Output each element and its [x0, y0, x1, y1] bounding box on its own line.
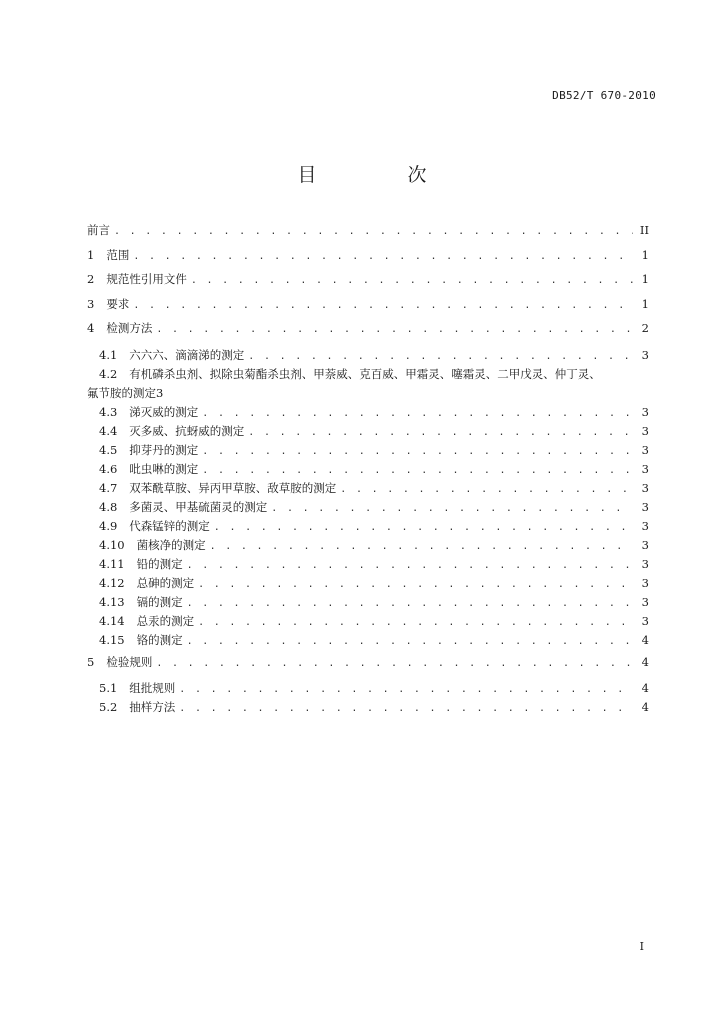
toc-entry-number: 4.12 [99, 575, 125, 590]
toc-entry-page: 3 [641, 347, 649, 362]
toc-entry-page: 1 [641, 296, 649, 311]
toc-entry-4[interactable] [87, 316, 649, 341]
toc-entry-title: 组批规则 [129, 681, 176, 695]
dot-leader [179, 680, 633, 699]
toc-entry-title: 总砷的测定 [136, 575, 195, 590]
dot-leader [156, 652, 633, 677]
toc-entry-title: 六六六、滴滴涕的测定 [129, 347, 245, 362]
toc-entry-page: 3 [641, 613, 649, 628]
toc-entry-foreword[interactable] [87, 218, 649, 243]
toc-entry-page: 3 [641, 556, 649, 571]
toc-entry-page: 2 [641, 321, 649, 335]
toc-entry-1[interactable] [87, 243, 649, 268]
dot-leader [198, 613, 633, 632]
standard-code: DB52/T 670-2010 [552, 89, 656, 102]
toc-entry-page: II [639, 223, 649, 237]
toc-entry-number: 4.1 [99, 347, 118, 362]
toc-entry-number: 4.3 [99, 404, 118, 419]
toc-entry-title: 抽样方法 [129, 700, 176, 714]
toc-entry-title: 要求 [106, 296, 130, 311]
dot-leader [133, 245, 633, 270]
dot-leader [191, 269, 633, 294]
dot-leader [202, 442, 633, 461]
toc-entry-number: 5.1 [99, 681, 118, 695]
toc-entry-page: 1 [641, 272, 649, 286]
dot-leader [248, 423, 633, 442]
toc-entry-number: 4.10 [99, 537, 125, 552]
dot-leader [340, 480, 633, 499]
toc-entry-page: 4 [641, 700, 649, 714]
toc-entry-number: 4.14 [99, 613, 125, 628]
toc-entry-4-6[interactable] [87, 460, 649, 479]
toc-entry-4-7[interactable] [87, 479, 649, 498]
toc-entry-title: 菌核净的测定 [136, 537, 206, 552]
toc-entry-title: 双苯酰草胺、异丙甲草胺、敌草胺的测定 [129, 480, 337, 495]
dot-leader [187, 632, 633, 651]
toc-entry-number: 4.7 [99, 480, 118, 495]
toc-entry-title: 铬的测定 [136, 632, 183, 647]
toc-entry-5[interactable] [87, 650, 649, 675]
toc-entry-title: 有机磷杀虫剂、拟除虫菊酯杀虫剂、甲萘威、克百威、甲霜灵、噻霜灵、二甲戊灵、仲丁灵、 [129, 366, 601, 381]
page-number: I [639, 940, 644, 953]
toc-entry-4-13[interactable] [87, 593, 649, 612]
toc-entry-number: 4.4 [99, 423, 118, 438]
toc-entry-title: 代森锰锌的测定 [129, 518, 210, 533]
table-of-contents [87, 218, 649, 717]
toc-entry-number: 4.15 [99, 632, 125, 647]
toc-entry-page: 3 [641, 480, 649, 495]
toc-entry-5-1[interactable] [87, 679, 649, 698]
toc-entry-4-15[interactable] [87, 631, 649, 650]
toc-entry-page: 3 [641, 442, 649, 457]
toc-entry-number: 5 [87, 654, 95, 669]
toc-entry-number: 1 [87, 247, 95, 262]
toc-entry-4-12[interactable] [87, 574, 649, 593]
toc-entry-4-5[interactable] [87, 441, 649, 460]
dot-leader [214, 518, 633, 537]
toc-entry-number: 4.2 [99, 366, 118, 381]
toc-entry-number: 4.8 [99, 499, 118, 514]
toc-entry-title: 前言 [87, 223, 110, 237]
toc-entry-page: 3 [156, 385, 164, 400]
toc-entry-title: 涕灭威的测定 [129, 404, 199, 419]
toc-entry-title: 多菌灵、甲基硫菌灵的测定 [129, 499, 268, 514]
dot-leader [156, 318, 633, 343]
toc-entry-page: 4 [641, 632, 649, 647]
toc-entry-page: 3 [641, 423, 649, 438]
toc-entry-title: 范围 [106, 247, 130, 262]
toc-entry-number: 4.13 [99, 594, 125, 609]
toc-entry-4-10[interactable] [87, 536, 649, 555]
toc-entry-page: 3 [641, 537, 649, 552]
toc-entry-title: 氟节胺的测定 [87, 385, 156, 400]
toc-entry-number: 2 [87, 272, 95, 286]
toc-entry-4-2[interactable] [87, 365, 649, 384]
toc-entry-page: 3 [641, 594, 649, 609]
toc-entry-4-14[interactable] [87, 612, 649, 631]
dot-leader [133, 294, 633, 319]
dot-leader [187, 556, 633, 575]
toc-entry-title: 抑芽丹的测定 [129, 442, 199, 457]
toc-entry-title: 总汞的测定 [136, 613, 195, 628]
dot-leader [271, 499, 633, 518]
dot-leader [202, 461, 633, 480]
toc-entry-number: 4.6 [99, 461, 118, 476]
dot-leader [248, 347, 633, 366]
toc-entry-4-2-continuation[interactable] [87, 384, 649, 403]
dot-leader [210, 537, 633, 556]
toc-entry-number: 4.11 [99, 556, 125, 571]
toc-entry-4-1[interactable] [87, 346, 649, 365]
toc-entry-4-3[interactable] [87, 403, 649, 422]
dot-leader [179, 699, 633, 718]
toc-entry-4-11[interactable] [87, 555, 649, 574]
toc-entry-title: 检验规则 [106, 654, 153, 669]
toc-entry-title: 灭多威、抗蚜威的测定 [129, 423, 245, 438]
toc-entry-4-9[interactable] [87, 517, 649, 536]
toc-entry-title: 镉的测定 [136, 594, 183, 609]
dot-leader [198, 575, 633, 594]
toc-entry-title: 吡虫啉的测定 [129, 461, 199, 476]
toc-entry-page: 3 [641, 404, 649, 419]
toc-entry-page: 3 [641, 499, 649, 514]
dot-leader [202, 404, 633, 423]
toc-entry-number: 4 [87, 321, 95, 335]
toc-entry-4-4[interactable] [87, 422, 649, 441]
toc-entry-number: 3 [87, 296, 95, 311]
toc-entry-4-8[interactable] [87, 498, 649, 517]
toc-entry-title: 规范性引用文件 [106, 272, 187, 286]
dot-leader [187, 594, 633, 613]
toc-entry-number: 4.9 [99, 518, 118, 533]
dot-leader [114, 220, 633, 245]
toc-entry-number: 4.5 [99, 442, 118, 457]
toc-entry-page: 1 [641, 247, 649, 262]
toc-entry-title: 铅的测定 [136, 556, 183, 571]
toc-entry-page: 4 [641, 654, 649, 669]
toc-title: 目 次 [297, 164, 463, 186]
toc-entry-5-2[interactable] [87, 698, 649, 717]
toc-entry-page: 4 [641, 681, 649, 695]
toc-entry-page: 3 [641, 575, 649, 590]
toc-entry-2[interactable] [87, 267, 649, 292]
toc-entry-title: 检测方法 [106, 321, 153, 335]
toc-entry-3[interactable] [87, 292, 649, 317]
toc-entry-page: 3 [641, 461, 649, 476]
toc-entry-page: 3 [641, 518, 649, 533]
toc-entry-number: 5.2 [99, 700, 118, 714]
